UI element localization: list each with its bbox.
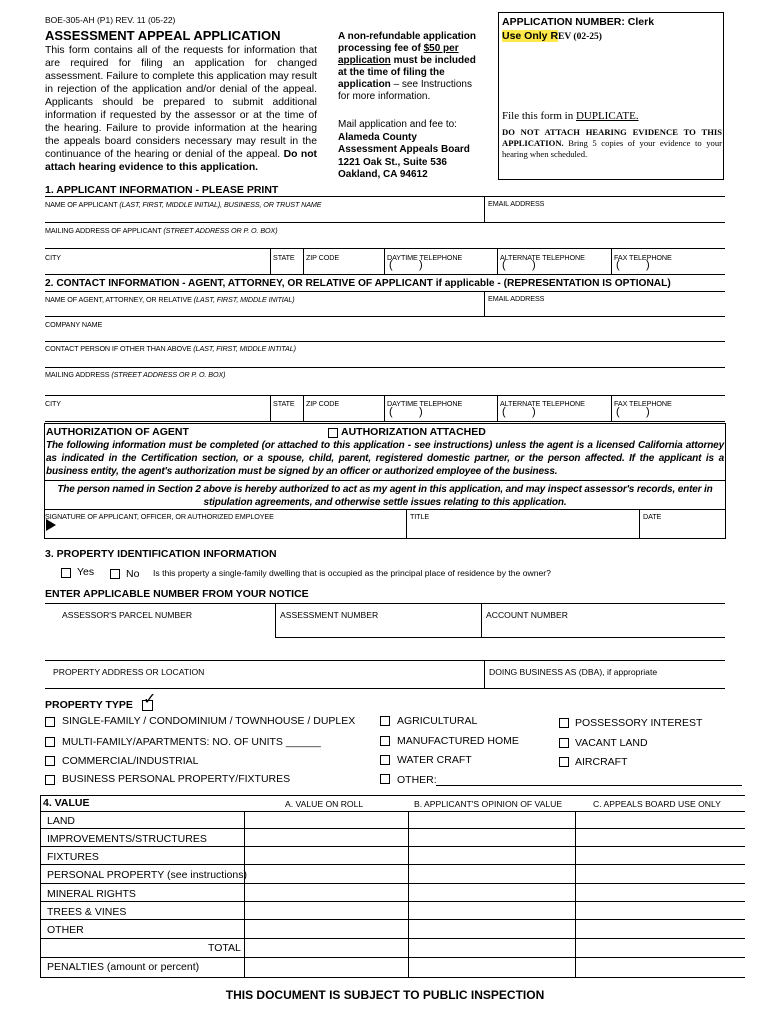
yes-label: Yes — [77, 566, 95, 578]
section4-title: 4. VALUE — [43, 797, 90, 809]
dba-label: DOING BUSINESS AS (DBA), if appropriate — [489, 667, 658, 677]
form-title: ASSESSMENT APPEAL APPLICATION — [45, 28, 281, 43]
paren-open: ( — [616, 406, 620, 418]
authorization-text: The following information must be completed (or attached to this application - see instructions) unless the agent is a licensed California attorney as indicated in the Certification section, or a spouse, child, parent, registered domestic partner, or the person affected. If the applicant is a business entity, the agent's authorization must be signed by an officer or authorized employee of the business. — [46, 440, 724, 477]
agent-city-label: CITY — [45, 399, 61, 408]
applicant-day-phone-label: DAYTIME TELEPHONE — [387, 253, 463, 262]
property-address-label: PROPERTY ADDRESS OR LOCATION — [53, 667, 205, 677]
agent-alt-phone-label: ALTERNATE TELEPHONE — [500, 399, 585, 408]
section1-title: 1. APPLICANT INFORMATION - PLEASE PRINT — [45, 184, 279, 196]
check-mark-icon: ✓ — [143, 691, 157, 708]
type-multi-family-label: MULTI-FAMILY/APARTMENTS: NO. OF UNITS ______ — [62, 736, 321, 748]
fee-text-1: A non-refundable application processing fee of — [338, 31, 476, 54]
agent-zip-label: ZIP CODE — [306, 399, 340, 408]
property-type-heading: PROPERTY TYPE — [45, 699, 133, 711]
file-duplicate — [502, 110, 639, 122]
fee-notice — [338, 31, 480, 103]
principal-residence-question: Is this property a single-family dwelling that is occupied as the principal place of residence by the owner? — [153, 568, 551, 578]
applicant-name-field[interactable] — [45, 206, 481, 222]
application-number-label: APPLICATION NUMBER: Clerk — [502, 16, 655, 28]
title-label: TITLE — [410, 512, 430, 521]
vacant-land-checkbox[interactable] — [559, 738, 569, 748]
commercial-checkbox[interactable] — [45, 756, 55, 766]
rev-r: R — [547, 30, 559, 42]
type-single-family-label: SINGLE-FAMILY / CONDOMINIUM / TOWNHOUSE / DUPLEX — [62, 715, 356, 727]
authorization-title: AUTHORIZATION OF AGENT — [46, 426, 189, 438]
paren-close: ) — [419, 406, 423, 418]
paren-open: ( — [389, 259, 393, 271]
mail-to — [338, 119, 488, 182]
applicant-alt-phone-label: ALTERNATE TELEPHONE — [500, 253, 585, 262]
value-on-roll-header: A. VALUE ON ROLL — [285, 799, 364, 809]
value-row-other: OTHER — [47, 924, 84, 936]
applicant-name-label: NAME OF APPLICANT (LAST, FIRST, MIDDLE INITIAL), BUSINESS, OR TRUST NAME — [45, 200, 322, 209]
value-row-improvements: IMPROVEMENTS/STRUCTURES — [47, 833, 207, 845]
value-row-land: LAND — [47, 815, 76, 827]
manufactured-home-checkbox[interactable] — [380, 736, 390, 746]
type-commercial-label: COMMERCIAL/INDUSTRIAL — [62, 755, 199, 767]
paren-close: ) — [646, 406, 650, 418]
signature-label: SIGNATURE OF APPLICANT, OFFICER, OR AUTHORIZED EMPLOYEE — [45, 512, 274, 521]
value-row-penalties: PENALTIES (amount or percent) — [47, 961, 200, 973]
type-aircraft-label: AIRCRAFT — [575, 756, 628, 768]
appeals-board-header: C. APPEALS BOARD USE ONLY — [593, 799, 721, 809]
paren-close: ) — [532, 259, 536, 271]
no-label: No — [126, 568, 140, 580]
file-label: File this form in — [502, 110, 576, 122]
agent-state-label: STATE — [273, 399, 295, 408]
account-number-label: ACCOUNT NUMBER — [486, 610, 568, 620]
type-manufactured-home-label: MANUFACTURED HOME — [397, 735, 519, 747]
public-inspection-notice: THIS DOCUMENT IS SUBJECT TO PUBLIC INSPECTION — [225, 988, 545, 1002]
mail-addr-1: Alameda County — [338, 131, 417, 143]
fee-text-2: must be included at the time of filing the application — [338, 55, 476, 90]
no-checkbox[interactable] — [110, 569, 120, 579]
applicant-mailing-field[interactable] — [45, 233, 723, 247]
other-checkbox[interactable] — [380, 774, 390, 784]
paren-open: ( — [502, 259, 506, 271]
intro-bold: Do not attach hearing evidence to this application. — [45, 149, 317, 173]
agent-email-label: EMAIL ADDRESS — [488, 294, 545, 303]
applicant-email-label: EMAIL ADDRESS — [488, 199, 545, 208]
value-row-mineral-rights: MINERAL RIGHTS — [47, 888, 136, 900]
fee-text-3: – see Instructions for more information. — [338, 79, 472, 102]
multi-family-checkbox[interactable] — [45, 737, 55, 747]
type-business-personal-label: BUSINESS PERSONAL PROPERTY/FIXTURES — [62, 773, 291, 785]
fee-amount: $50 per application — [338, 43, 459, 66]
hearing-evidence-warning — [502, 127, 722, 160]
applicant-fax-label: FAX TELEPHONE — [614, 253, 672, 262]
rev-text: EV (02-25) — [558, 32, 602, 42]
form-code: BOE-305-AH (P1) REV. 11 (05-22) — [45, 15, 176, 25]
value-row-fixtures: FIXTURES — [47, 851, 99, 863]
water-craft-checkbox[interactable] — [380, 755, 390, 765]
type-agricultural-label: AGRICULTURAL — [397, 715, 478, 727]
aircraft-checkbox[interactable] — [559, 757, 569, 767]
mail-addr-3: 1221 Oak St., Suite 536 — [338, 156, 447, 168]
paren-close: ) — [646, 259, 650, 271]
contact-person-label: CONTACT PERSON IF OTHER THAN ABOVE (LAST, FIRST, MIDDLE INTITAL) — [45, 344, 296, 353]
type-possessory-interest-label: POSSESSORY INTEREST — [575, 717, 703, 729]
type-vacant-land-label: VACANT LAND — [575, 737, 648, 749]
company-name-label: COMPANY NAME — [45, 320, 103, 329]
paren-close: ) — [419, 259, 423, 271]
value-row-total: TOTAL — [208, 942, 241, 954]
value-row-trees-vines: TREES & VINES — [47, 906, 127, 918]
possessory-interest-checkbox[interactable] — [559, 718, 569, 728]
use-only-text: Use Only — [502, 30, 548, 42]
type-water-craft-label: WATER CRAFT — [397, 754, 472, 766]
paren-open: ( — [389, 406, 393, 418]
warning-bold: DO NOT ATTACH HEARING EVIDENCE TO THIS APPLICATION. — [502, 127, 722, 148]
parcel-number-label: ASSESSOR'S PARCEL NUMBER — [62, 610, 193, 620]
paren-close: ) — [532, 406, 536, 418]
agent-name-label: NAME OF AGENT, ATTORNEY, OR RELATIVE (LAST, FIRST, MIDDLE INITIAL) — [45, 295, 295, 304]
mail-addr-4: Oakland, CA 94612 — [338, 169, 428, 180]
business-personal-checkbox[interactable] — [45, 775, 55, 785]
sign-here-arrow-icon — [46, 519, 56, 531]
type-other-label: OTHER: — [397, 774, 437, 786]
single-family-checkbox[interactable] — [45, 717, 55, 727]
authorization-attached-checkbox[interactable] — [328, 428, 338, 438]
applicant-city-label: CITY — [45, 253, 61, 262]
mail-addr-2: Assessment Appeals Board — [338, 144, 470, 155]
mail-label: Mail application and fee to: — [338, 119, 457, 130]
intro-text: This form contains all of the requests for information that are required for filing an application for changed assessment. Failure to complete this application may result in rejection of the application and/or denial of the appeal. Applicants should be prepared to submit additional information if requested by the assessor or at the time of the hearing. Failure to provide information at the hearing the appeals board considers necessary may result in the continuance of the hearing or denial of the appeal. — [45, 45, 318, 160]
stipulation-text: The person named in Section 2 above is hereby authorized to act as my agent in this application, and may inspect assessor's records, enter in stipulation agreements, and otherwise settle issues relating to this application. — [57, 484, 713, 508]
signature-field[interactable] — [60, 519, 402, 537]
applicant-state-label: STATE — [273, 253, 295, 262]
paren-open: ( — [502, 406, 506, 418]
applicant-mailing-label: MAILING ADDRESS OF APPLICANT (STREET ADDRESS OR P. O. BOX) — [45, 226, 278, 235]
yes-checkbox[interactable] — [61, 568, 71, 578]
agent-mailing-label: MAILING ADDRESS (STREET ADDRESS OR P. O. BOX) — [45, 370, 226, 379]
clerk-box — [498, 12, 724, 180]
applicant-opinion-header: B. APPLICANT'S OPINION OF VALUE — [414, 799, 563, 809]
value-row-personal-property: PERSONAL PROPERTY (see instructions) — [47, 869, 247, 881]
paren-open: ( — [616, 259, 620, 271]
applicant-zip-label: ZIP CODE — [306, 253, 340, 262]
agricultural-checkbox[interactable] — [380, 716, 390, 726]
applicant-email-field[interactable] — [488, 206, 724, 222]
section3-title: 3. PROPERTY IDENTIFICATION INFORMATION — [45, 548, 277, 560]
enter-number-heading: ENTER APPLICABLE NUMBER FROM YOUR NOTICE — [45, 588, 309, 600]
section2-title: 2. CONTACT INFORMATION - AGENT, ATTORNEY, OR RELATIVE OF APPLICANT if applicable - (REPRESENTATION IS OPTIONAL) — [45, 278, 671, 289]
date-label: DATE — [643, 512, 662, 521]
assessment-number-label: ASSESSMENT NUMBER — [280, 610, 379, 620]
clerk-use-line — [502, 30, 602, 42]
agent-fax-label: FAX TELEPHONE — [614, 399, 672, 408]
duplicate-text: DUPLICATE. — [575, 110, 639, 122]
warning-rest: Bring 5 copies of your evidence to your hearing when scheduled. — [502, 138, 722, 159]
agent-day-phone-label: DAYTIME TELEPHONE — [387, 399, 463, 408]
intro-paragraph — [45, 44, 317, 174]
authorization-attached-label: AUTHORIZATION ATTACHED — [341, 426, 486, 438]
